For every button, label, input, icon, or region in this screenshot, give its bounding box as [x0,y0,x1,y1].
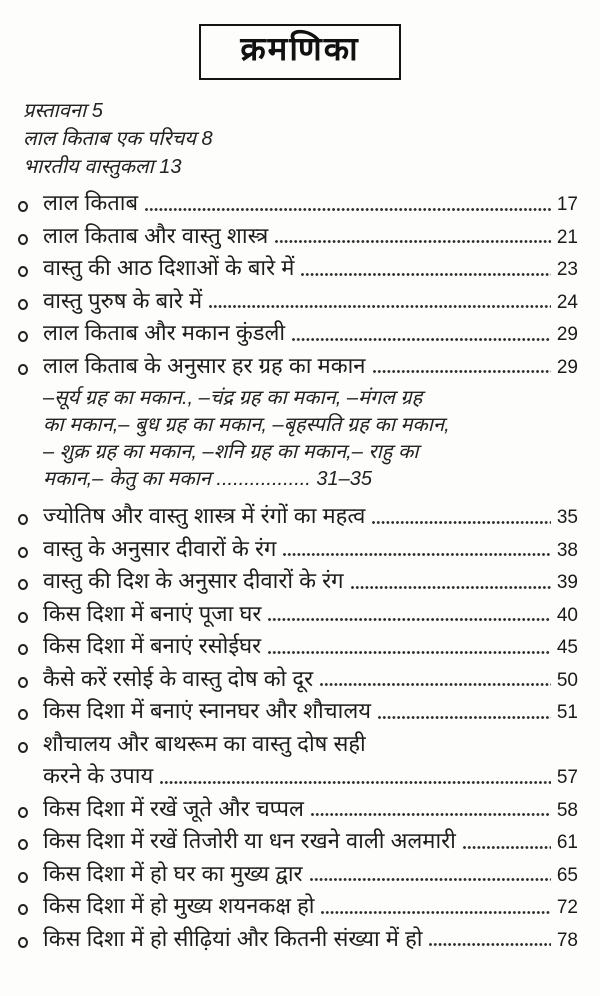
note-line: मकान,– केतु का मकान ................. 31–35 [43,468,373,490]
toc-row [0,317,600,350]
toc-row [0,663,600,696]
circle-bullet-icon [18,709,28,720]
toc-page-number: 50 [556,669,578,691]
toc-page-number: 39 [556,572,578,593]
intro-line: प्रस्तावना 5 [23,100,103,122]
circle-bullet-icon [18,266,28,277]
bullet-cell [18,663,43,696]
toc-page-number: 29 [556,324,578,345]
bullet-cell [18,350,43,383]
dotted-leader [372,521,551,524]
circle-bullet-icon [18,299,28,310]
bullet-cell [18,630,43,663]
toc-item-label: किस दिशा में बनाएं स्नानघर और शौचालय [43,698,371,723]
toc-item-label: लाल किताब और वास्तु शास्त्र [43,222,269,248]
dotted-leader [378,716,551,719]
bullet-cell [18,825,43,858]
dotted-leader [292,338,551,341]
toc-item-label: शौचालय और बाथरूम का वास्तु दोष सही [43,730,366,756]
bullet-cell [18,565,43,598]
toc-item-label: किस दिशा में हो घर का मुख्य द्वार [43,860,303,886]
dotted-leader [301,273,551,276]
toc-page-number: 17 [556,194,578,215]
bullet-cell [18,858,43,891]
toc-row [0,220,600,253]
circle-bullet-icon [18,937,28,948]
dotted-leader [351,586,551,589]
toc-item-label: वास्तु की आठ दिशाओं के बारे में [43,255,295,280]
toc-page-number: 58 [556,799,578,821]
toc-page-number: 35 [556,507,578,528]
bullet-cell [18,598,43,631]
circle-bullet-icon [18,839,28,850]
bullet-cell [18,252,43,285]
toc-row [0,728,600,761]
toc-item-label: किस दिशा में रखें तिजोरी या धन रखने वाली अलमारी [43,828,456,853]
toc-row [0,252,600,285]
dotted-leader [209,305,551,308]
toc-page-number: 40 [556,604,578,626]
bullet-cell [18,317,43,350]
bullet-cell [18,923,43,956]
bullet-cell [18,793,43,826]
circle-bullet-icon [18,644,28,655]
circle-bullet-icon [18,547,28,558]
toc-item-label: किस दिशा में हो सीढ़ियां और कितनी संख्या में हो [43,925,423,951]
dotted-leader [160,781,551,784]
dotted-leader [310,878,551,881]
bullet-cell [18,533,43,566]
dotted-leader [311,813,551,816]
toc-item-label: कैसे करें रसोई के वास्तु दोष को दूर [43,665,314,691]
bullet-cell [18,285,43,318]
bullet-cell [18,695,43,728]
circle-bullet-icon [18,331,28,342]
toc-item-label: लाल किताब [43,190,139,215]
toc-row [0,923,600,956]
intro-line: लाल किताब एक परिचय 8 [23,128,213,150]
dotted-leader [429,943,551,946]
toc-page-number: 61 [556,832,578,853]
dotted-leader [321,911,551,914]
dotted-leader [320,683,551,686]
dotted-leader [275,240,551,243]
toc-item-label: किस दिशा में रखें जूते और चप्पल [43,795,304,821]
toc-item-label: किस दिशा में बनाएं पूजा घर [43,600,262,626]
toc-list [0,187,600,955]
toc-item-label: करने के उपाय [43,763,154,788]
toc-row [0,187,600,220]
circle-bullet-icon [18,234,28,245]
circle-bullet-icon [18,514,28,525]
toc-row [0,565,600,598]
toc-page [0,24,600,955]
circle-bullet-icon [18,807,28,818]
toc-item-label: ज्योतिष और वास्तु शास्त्र में रंगों का महत्व [43,503,366,528]
toc-row [0,598,600,631]
circle-bullet-icon [18,872,28,883]
circle-bullet-icon [18,612,28,623]
toc-item-label: वास्तु पुरुष के बारे में [43,287,203,313]
circle-bullet-icon [18,677,28,688]
page-title-box [199,24,401,80]
toc-page-number: 57 [556,767,578,788]
toc-row [0,695,600,728]
toc-row [0,500,600,533]
circle-bullet-icon [18,904,28,915]
toc-row [0,858,600,891]
circle-bullet-icon [18,579,28,590]
note-line: का मकान,– बुध ग्रह का मकान, –बृहस्पति ग्रह का मकान, [43,414,450,436]
toc-row [0,285,600,318]
toc-row [0,760,600,793]
toc-page-number: 51 [556,702,578,723]
intro-line: भारतीय वास्तुकला 13 [23,156,182,178]
bullet-cell [18,187,43,220]
dotted-leader [463,846,551,849]
toc-item-label: किस दिशा में हो मुख्य शयनकक्ष हो [43,893,315,918]
toc-item-label: लाल किताब के अनुसार हर ग्रह का मकान [43,352,366,378]
toc-row [0,793,600,826]
toc-item-label: वास्तु के अनुसार दीवारों के रंग [43,535,277,561]
toc-page-number: 21 [556,226,578,248]
circle-bullet-icon [18,201,28,212]
dotted-leader [145,208,551,211]
dotted-leader [268,651,551,654]
toc-row [0,533,600,566]
toc-row [0,350,600,383]
toc-page-number: 38 [556,539,578,561]
dotted-leader [268,618,551,621]
toc-page-number: 23 [556,259,578,280]
bullet-cell [18,500,43,533]
toc-page-number: 78 [556,929,578,951]
note-line: – शुक्र ग्रह का मकान, –शनि ग्रह का मकान,– राहु का [43,441,419,463]
circle-bullet-icon [18,742,28,753]
note-line: –सूर्य ग्रह का मकान., –चंद्र ग्रह का मकान, –मंगल ग्रह [43,387,423,409]
toc-page-number: 65 [556,864,578,886]
toc-row [0,890,600,923]
toc-page-number: 45 [556,637,578,658]
page-title: क्रमणिका [240,29,360,68]
toc-item-label: किस दिशा में बनाएं रसोईघर [43,633,262,658]
dotted-leader [283,553,551,556]
toc-item-label: लाल किताब और मकान कुंडली [43,320,286,345]
toc-page-number: 24 [556,291,578,313]
intro-list [23,97,600,181]
bullet-cell [18,890,43,923]
toc-row [0,825,600,858]
toc-row [0,630,600,663]
toc-item-label: वास्तु की दिश के अनुसार दीवारों के रंग [43,568,344,593]
circle-bullet-icon [18,364,28,375]
sub-topics-note [43,385,580,493]
dotted-leader [373,370,551,373]
toc-page-number: 29 [556,356,578,378]
toc-page-number: 72 [556,897,578,918]
bullet-cell [18,220,43,253]
bullet-cell [18,728,43,761]
